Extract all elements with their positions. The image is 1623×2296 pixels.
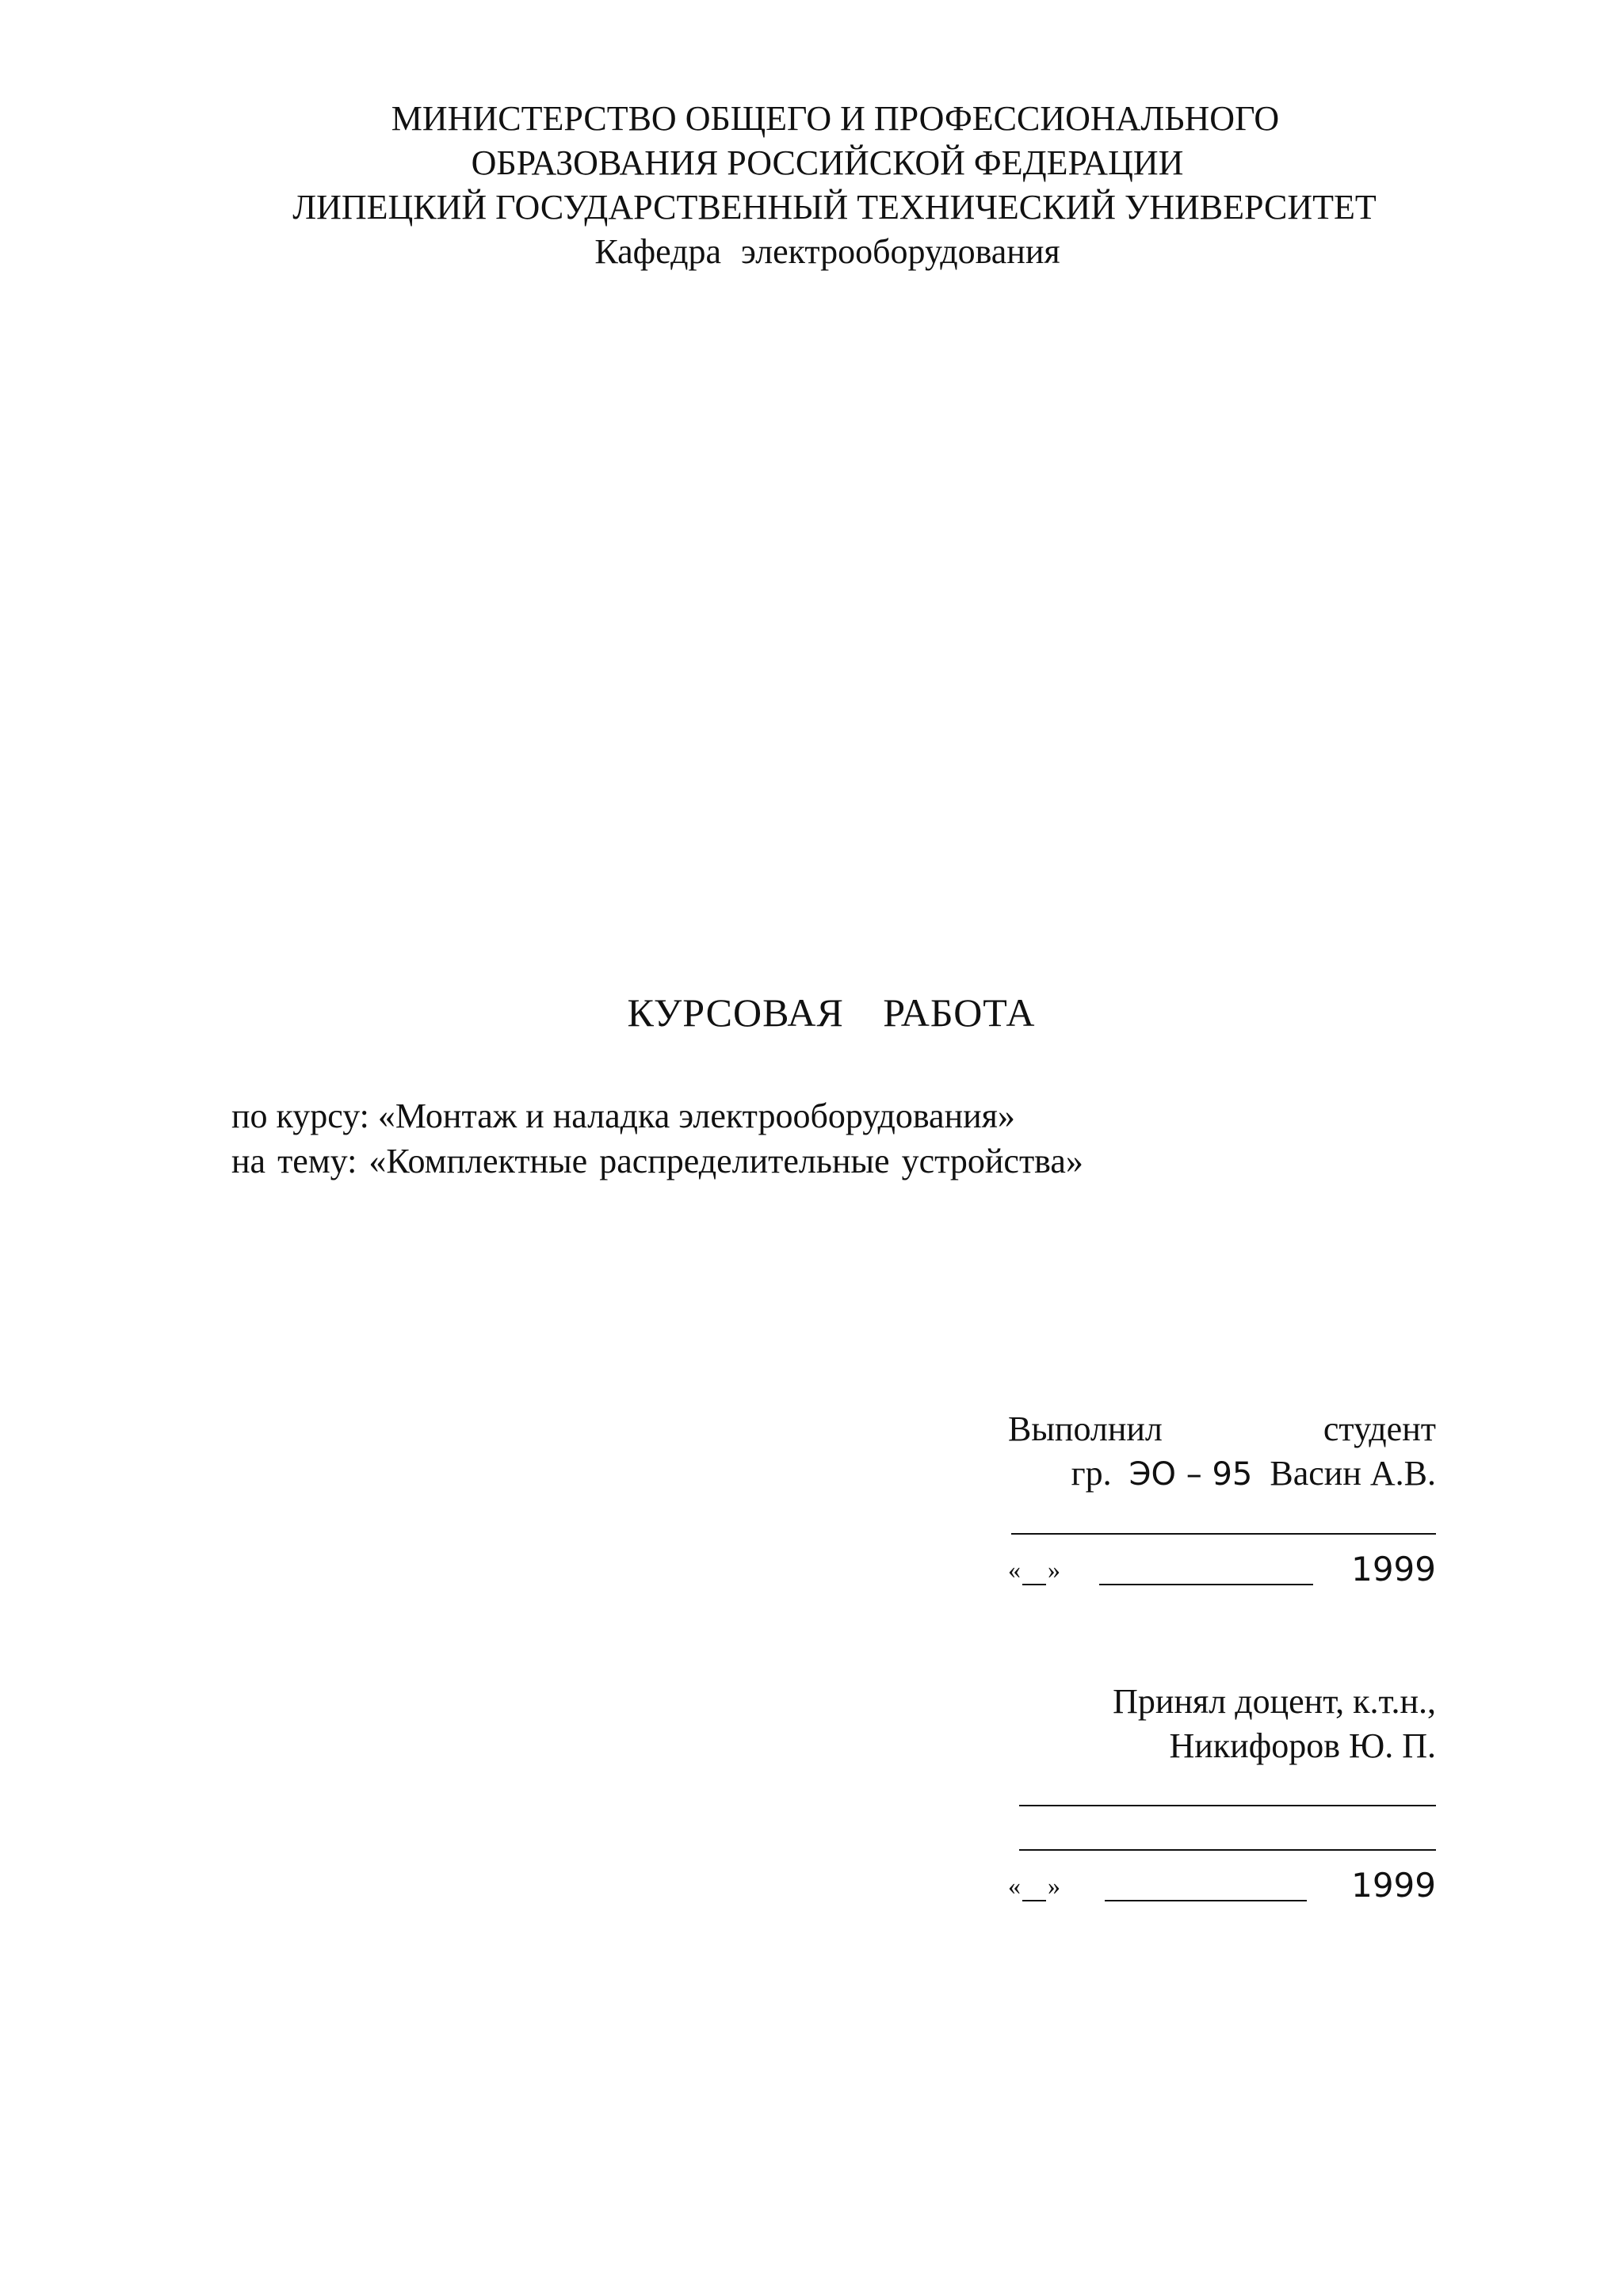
teacher-signature-block [1008,1680,1436,1908]
student-group-line [1008,1451,1436,1497]
student-signature-line [1011,1533,1436,1535]
topic-prefix: на тему: [231,1142,357,1180]
group-code: ЭО – 95 [1128,1456,1253,1493]
student-year: 1999 [1351,1550,1436,1589]
student-signature-block [1008,1407,1436,1592]
teacher-year: 1999 [1351,1866,1436,1905]
topic-line [231,1138,1083,1184]
document-title: КУРСОВАЯ РАБОТА [627,990,1036,1035]
student-role-line [1008,1407,1436,1451]
department-name: Кафедра электрооборудования [594,232,1060,271]
course-line [231,1093,1083,1138]
student-role-word-2: студент [1323,1409,1436,1448]
quote-open: « [1008,1871,1021,1900]
student-day-field [1008,1547,1060,1592]
student-name: Васин А.В. [1270,1454,1436,1493]
course-name: «Монтаж и наладка электрооборудования» [377,1097,1015,1135]
quote-close: » [1048,1555,1060,1584]
student-date-line [1008,1547,1436,1592]
day-blank [1022,1584,1046,1585]
ministry-line-2: ОБРАЗОВАНИЯ РОССИЙСКОЙ ФЕДЕРАЦИИ [471,143,1184,182]
student-month-blank [1099,1584,1313,1585]
teacher-date-line [1008,1863,1436,1908]
teacher-position: Принял доцент, к.т.н., [1113,1682,1436,1721]
teacher-day-field [1008,1863,1060,1908]
quote-close: » [1048,1871,1060,1900]
course-prefix: по курсу: [231,1097,369,1135]
subject-block [231,1093,1083,1184]
group-prefix: гр. [1071,1454,1112,1493]
university-name: ЛИПЕЦКИЙ ГОСУДАРСТВЕННЫЙ ТЕХНИЧЕСКИЙ УНИВЕРСИТЕТ [292,188,1377,227]
teacher-month-blank [1105,1900,1307,1901]
student-role-word-1: Выполнил [1008,1409,1163,1448]
day-blank [1022,1900,1046,1901]
quote-open: « [1008,1555,1021,1584]
teacher-signature-line-2 [1019,1849,1436,1851]
ministry-line-1: МИНИСТЕРСТВО ОБЩЕГО И ПРОФЕССИОНАЛЬНОГО [391,99,1280,138]
institution-header [0,97,1623,274]
topic-name: «Комплектные распределительные устройства» [369,1142,1083,1180]
teacher-name: Никифоров Ю. П. [1169,1726,1436,1765]
